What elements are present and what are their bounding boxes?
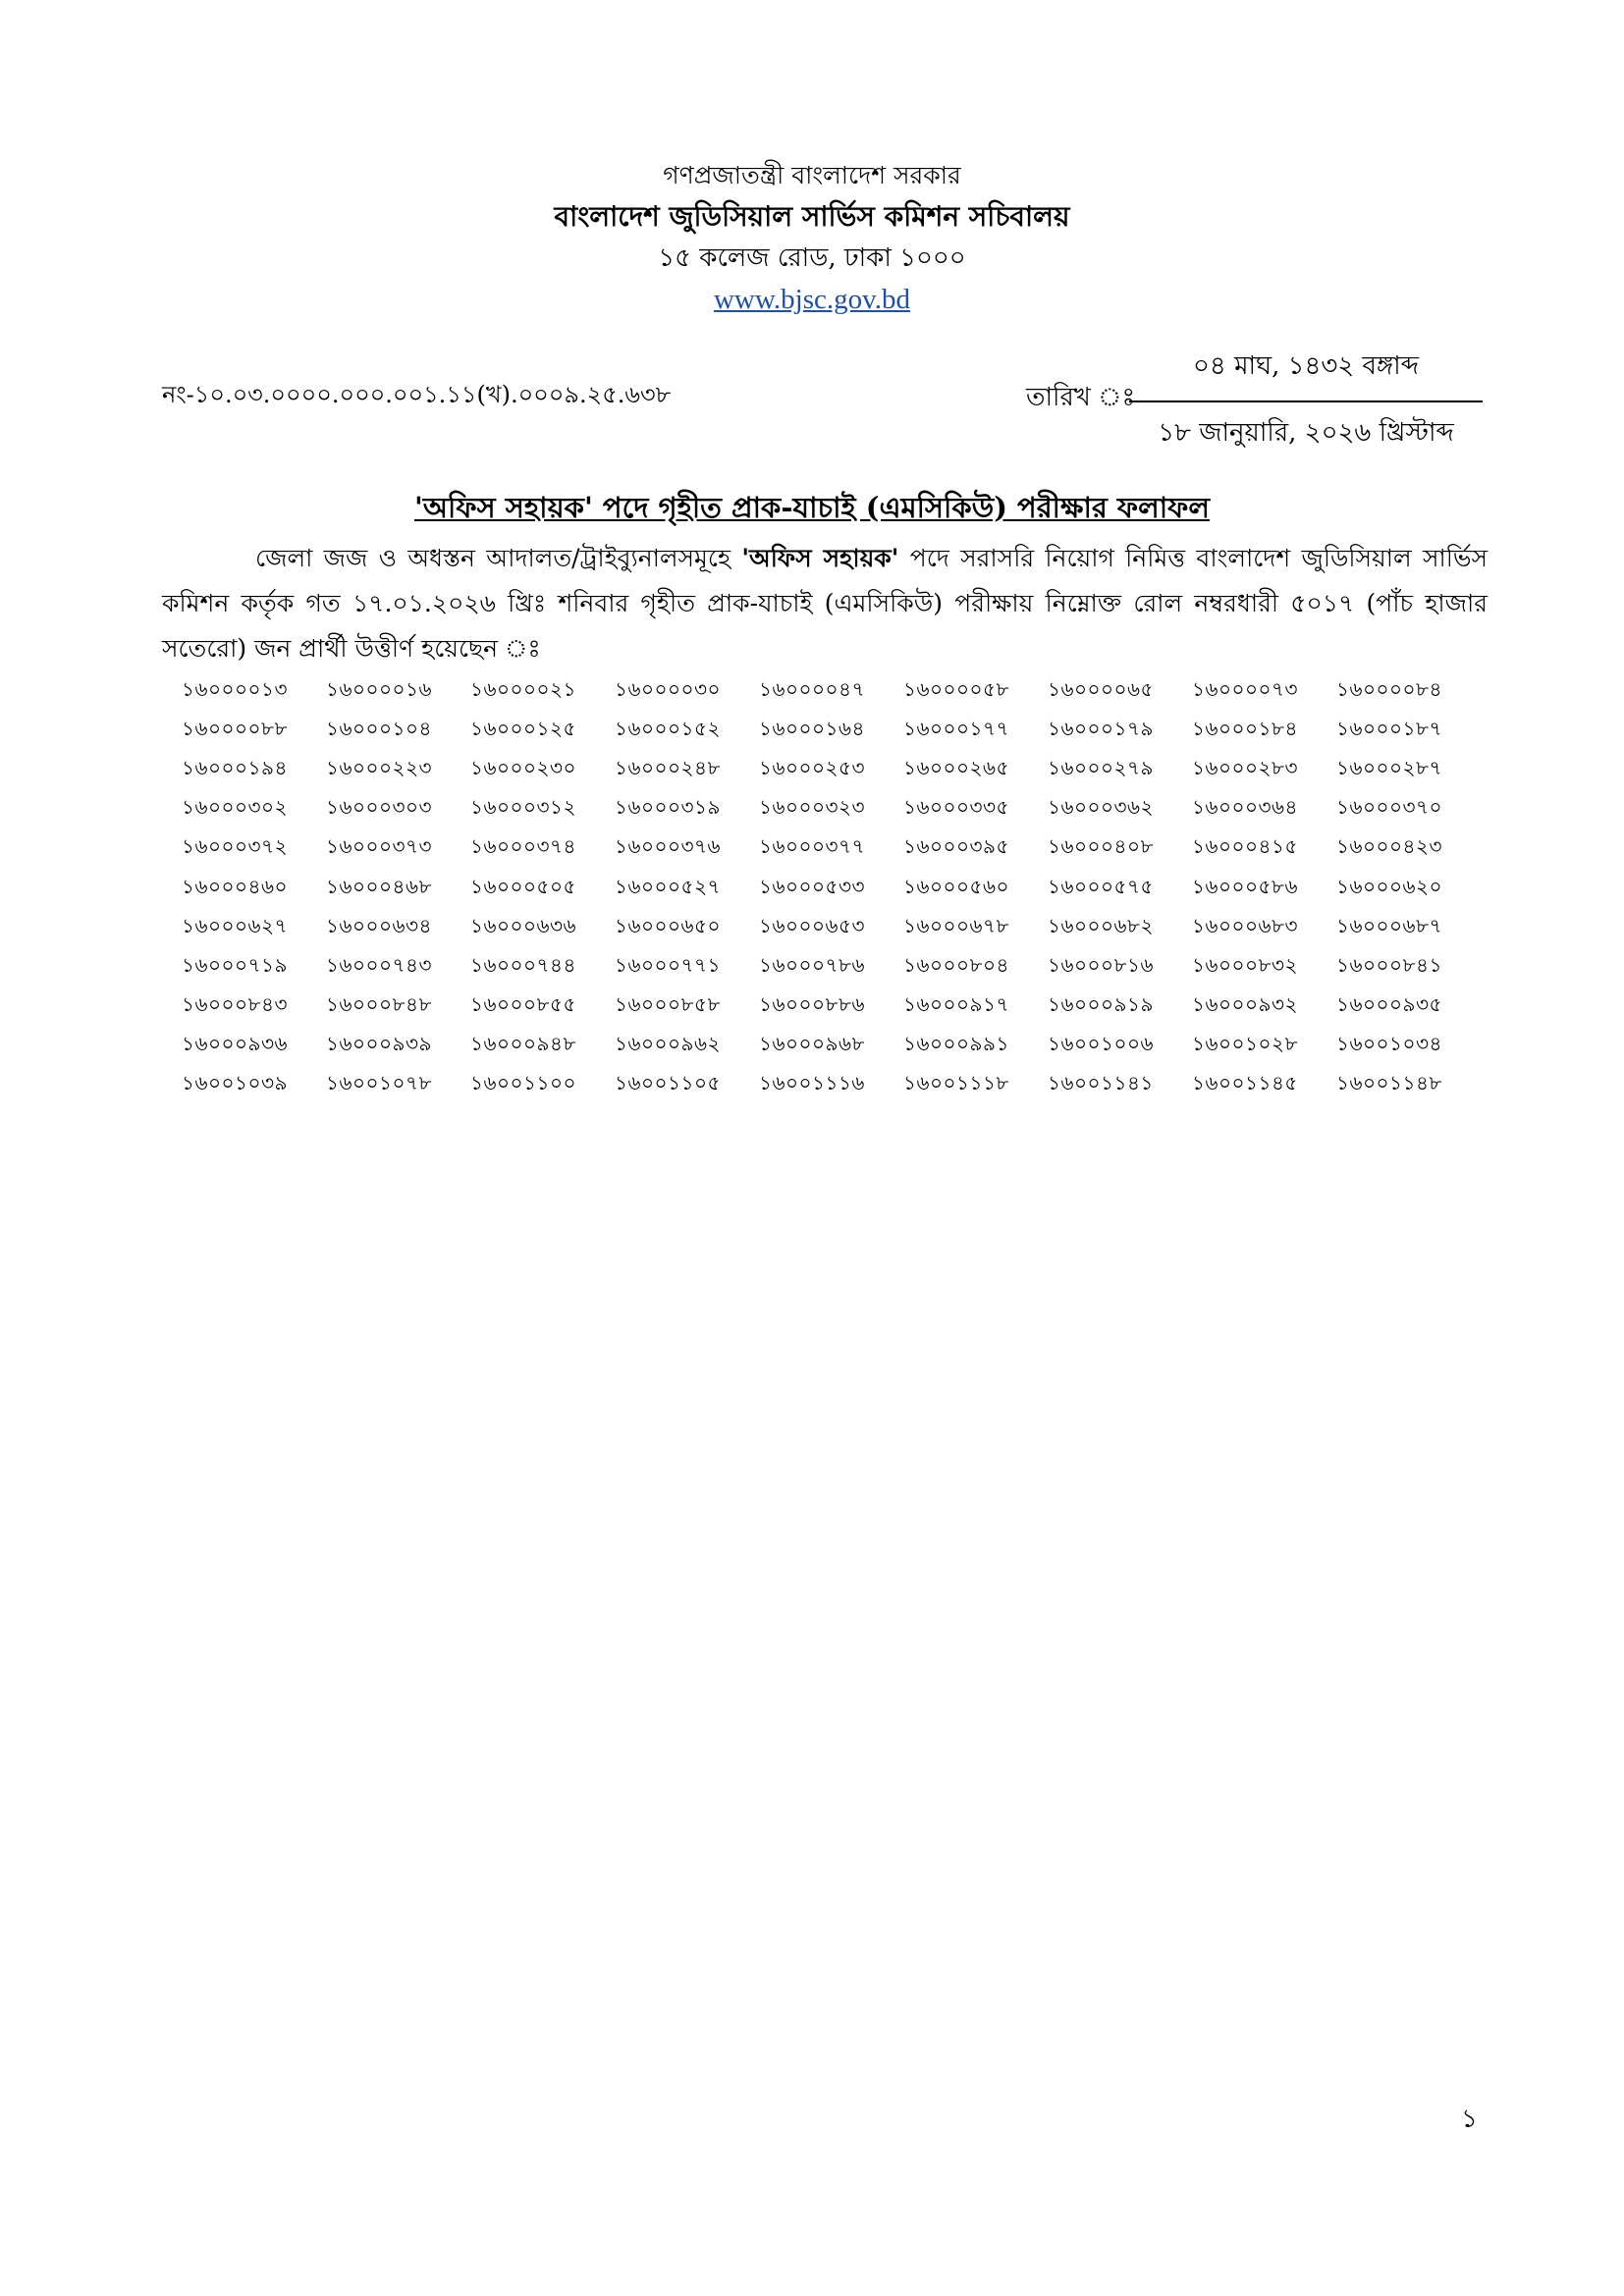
- roll-number: ১৬০০০৬৫৩: [759, 913, 865, 937]
- roll-number-table: [182, 671, 1488, 1105]
- roll-number: ১৬০০০২৫৩: [759, 755, 865, 779]
- roll-number: ১৬০০০৫২৭: [615, 874, 721, 898]
- roll-number: ১৬০০০১৫২: [615, 716, 721, 740]
- roll-number: ১৬০০০৭৪৩: [326, 952, 432, 977]
- roll-number: ১৬০০০৩৭৩: [326, 834, 433, 859]
- table-row: [182, 947, 1488, 987]
- roll-number: ১৬০০০৩৭৪: [470, 834, 576, 859]
- website-link[interactable]: www.bjsc.gov.bd: [713, 284, 911, 315]
- memo-number: নং-১০.০৩.০০০০.০০০.০০১.১১(খ).০০০৯.২৫.৬৩৮: [162, 381, 672, 408]
- roll-number: ১৬০০০০৫৮: [903, 676, 1009, 701]
- roll-number: ১৬০০০৩৬৪: [1192, 795, 1298, 820]
- roll-number: ১৬০০০৩৭০: [1336, 795, 1443, 820]
- roll-number: ১৬০০০১৯৪: [182, 755, 288, 779]
- date-block: [1129, 346, 1483, 455]
- roll-number: ১৬০০০৮৫৮: [615, 992, 721, 1017]
- roll-number: ১৬০০০৯৩২: [1192, 992, 1298, 1017]
- roll-number: ১৬০০১০৭৮: [326, 1071, 432, 1095]
- roll-number: ১৬০০০১৭৭: [903, 716, 1009, 740]
- roll-number: ১৬০০০৬২০: [1336, 874, 1443, 898]
- roll-number: ১৬০০০৬৭৮: [903, 913, 1009, 937]
- roll-number: ১৬০০০৭৭১: [615, 952, 721, 977]
- roll-number: ১৬০০০৩৬২: [1048, 795, 1155, 820]
- roll-number: ১৬০০১০৩৪: [1336, 1032, 1442, 1056]
- roll-number: ১৬০০০৬২৭: [182, 913, 289, 937]
- date-bangla: ০৪ মাঘ, ১৪৩২ বঙ্গাব্দ: [1129, 346, 1483, 402]
- roll-number: ১৬০০০৮৮৬: [759, 992, 865, 1017]
- roll-number: ১৬০০০০৮৪: [1336, 676, 1442, 701]
- notice-title-text: 'অফিস সহায়ক' পদে গৃহীত প্রাক-যাচাই (এমসিকিউ) পরীক্ষার ফলাফল: [414, 491, 1210, 524]
- roll-number: ১৬০০০১২৫: [470, 716, 576, 740]
- roll-number: ১৬০০১১০৫: [615, 1071, 721, 1095]
- roll-number: ১৬০০০৩৭৬: [615, 834, 722, 859]
- roll-number: ১৬০০০৩১৯: [615, 795, 721, 820]
- roll-number: ১৬০০০৫৭৫: [1048, 874, 1154, 898]
- roll-number: ১৬০০০৮৪৮: [326, 992, 432, 1017]
- roll-number: ১৬০০০৩৭৭: [759, 834, 866, 859]
- notice-title: [0, 486, 1624, 534]
- roll-number: ১৬০০১০২৮: [1192, 1032, 1298, 1056]
- roll-number: ১৬০০০৬৫০: [615, 913, 721, 937]
- roll-number: ১৬০০০৩৩৫: [903, 795, 1009, 820]
- notice-text-part2: পদে সরাসরি নিয়োগ নিমিত্ত বাংলাদেশ জুডিসিয়াল সার্ভিস কমিশন কর্তৃক গত ১৭.০১.২০২৬ খ্রিঃ শনিবার গৃহীত প্রাক-যাচাই (এমসিকিউ) পরীক্ষায় নিম্নোক্ত রোল নম্বরধারী ৫০১৭ (পাঁচ হাজার সতেরো) জন প্রার্থী উত্তীর্ণ হয়েছেন ঃ: [162, 544, 1488, 663]
- table-row: [182, 711, 1488, 750]
- notice-paragraph: [162, 536, 1488, 671]
- roll-number: ১৬০০০২৮৩: [1192, 755, 1298, 779]
- table-row: [182, 829, 1488, 869]
- notice-post-name: 'অফিস সহায়ক': [741, 544, 899, 572]
- table-row: [182, 908, 1488, 947]
- roll-number: ১৬০০০৬৮৭: [1336, 913, 1442, 937]
- roll-number: ১৬০০১১১৬: [759, 1071, 865, 1095]
- roll-number: ১৬০০১১৪৫: [1192, 1071, 1298, 1095]
- date-gregorian: ১৮ জানুয়ারি, ২০২৬ খ্রিস্টাব্দ: [1158, 418, 1454, 448]
- roll-number: ১৬০০০৯১৯: [1048, 992, 1154, 1017]
- roll-number: ১৬০০০২৮৭: [1336, 755, 1442, 779]
- roll-number: ১৬০০০২৭৯: [1048, 755, 1154, 779]
- table-row: [182, 750, 1488, 789]
- roll-number: ১৬০০০৪৬৮: [326, 874, 432, 898]
- roll-number: ১৬০০০০১৬: [326, 676, 432, 701]
- roll-number: ১৬০০০১৭৯: [1048, 716, 1154, 740]
- roll-number: ১৬০০১১০০: [470, 1071, 576, 1095]
- roll-number: ১৬০০০৯৩৬: [182, 1032, 288, 1056]
- roll-number: ১৬০০০৬৩৬: [470, 913, 577, 937]
- roll-number: ১৬০০০৮০৪: [903, 952, 1009, 977]
- government-name: গণপ্রজাতন্ত্রী বাংলাদেশ সরকার: [663, 161, 961, 189]
- roll-number: ১৬০০০০৩০: [615, 676, 722, 701]
- table-row: [182, 671, 1488, 711]
- secretariat-name: বাংলাদেশ জুডিসিয়াল সার্ভিস কমিশন সচিবালয়: [554, 200, 1070, 233]
- roll-number: ১৬০০০৮৩২: [1192, 952, 1298, 977]
- roll-number: ১৬০০০০১৩: [182, 676, 288, 701]
- roll-number: ১৬০০০২৩০: [470, 755, 577, 779]
- table-row: [182, 988, 1488, 1027]
- roll-number: ১৬০০০৬৩৪: [326, 913, 432, 937]
- roll-number: ১৬০০০৬৮৩: [1192, 913, 1298, 937]
- roll-number: ১৬০০০৩১২: [470, 795, 576, 820]
- roll-number: ১৬০০০০৪৭: [759, 676, 865, 701]
- date-label: তারিখ ঃ: [1026, 383, 1136, 412]
- roll-number: ১৬০০১০০৬: [1048, 1032, 1154, 1056]
- roll-number: ১৬০০০৩০২: [182, 795, 289, 820]
- roll-number: ১৬০০০৪২৩: [1336, 834, 1442, 859]
- roll-number: ১৬০০০১৬৪: [759, 716, 865, 740]
- table-row: [182, 1027, 1488, 1066]
- roll-number: ১৬০০০৩৭২: [182, 834, 289, 859]
- roll-number: ১৬০০০১০৪: [326, 716, 432, 740]
- roll-number: ১৬০০০৫৮৬: [1192, 874, 1298, 898]
- roll-number: ১৬০০০৫০৫: [470, 874, 576, 898]
- roll-number: ১৬০০০৭১৯: [182, 952, 288, 977]
- roll-number: ১৬০০০১৮৪: [1192, 716, 1298, 740]
- roll-number: ১৬০০০৫৩৩: [759, 874, 865, 898]
- roll-number: ১৬০০০২২৩: [326, 755, 433, 779]
- roll-number: ১৬০০১১১৮: [903, 1071, 1009, 1095]
- roll-number: ১৬০০০৫৬০: [903, 874, 1009, 898]
- roll-number: ১৬০০০১৮৭: [1336, 716, 1442, 740]
- roll-number: ১৬০০১১৪১: [1048, 1071, 1154, 1095]
- roll-number: ১৬০০০৮৪১: [1336, 952, 1442, 977]
- roll-number: ১৬০০০৯৪৮: [470, 1032, 576, 1056]
- roll-number: ১৬০০০৯৬৮: [759, 1032, 865, 1056]
- roll-number: ১৬০০১০৩৯: [182, 1071, 288, 1095]
- roll-number: ১৬০০০৯৬২: [615, 1032, 721, 1056]
- roll-number: ১৬০০০৯১৭: [903, 992, 1009, 1017]
- roll-number: ১৬০০০০৮৮: [182, 716, 288, 740]
- roll-number: ১৬০০০৩৯৫: [903, 834, 1009, 859]
- roll-number: ১৬০০০৯৩৯: [326, 1032, 432, 1056]
- table-row: [182, 790, 1488, 829]
- roll-number: ১৬০০০০৬৫: [1048, 676, 1154, 701]
- roll-number: ১৬০০০২৬৫: [903, 755, 1009, 779]
- roll-number: ১৬০০০০৭৩: [1192, 676, 1299, 701]
- roll-number: ১৬০০০৪৬০: [182, 874, 288, 898]
- roll-number: ১৬০০০৭৮৬: [759, 952, 865, 977]
- roll-number: ১৬০০০৩০৩: [326, 795, 433, 820]
- office-address: ১৫ কলেজ রোড, ঢাকা ১০০০: [658, 243, 966, 273]
- roll-number: ১৬০০০০২১: [470, 676, 576, 701]
- roll-number: ১৬০০০৪০৮: [1048, 834, 1154, 859]
- roll-number: ১৬০০০৮৫৫: [470, 992, 576, 1017]
- roll-number: ১৬০০০৬৮২: [1048, 913, 1154, 937]
- table-row: [182, 869, 1488, 908]
- roll-number: ১৬০০০৯৯১: [903, 1032, 1009, 1056]
- page-number: ১: [1461, 2105, 1478, 2134]
- letterhead: [0, 155, 1624, 324]
- roll-number: ১৬০০০৪১৫: [1192, 834, 1298, 859]
- roll-number: ১৬০০০২৪৮: [615, 755, 721, 779]
- table-row: [182, 1066, 1488, 1105]
- roll-number: ১৬০০০৩২৩: [759, 795, 866, 820]
- roll-number: ১৬০০০৮১৬: [1048, 952, 1154, 977]
- roll-number: ১৬০০১১৪৮: [1336, 1071, 1442, 1095]
- roll-number: ১৬০০০৮৪৩: [182, 992, 288, 1017]
- roll-number: ১৬০০০৭৪৪: [470, 952, 576, 977]
- roll-number: ১৬০০০৯৩৫: [1336, 992, 1442, 1017]
- notice-text-part1: জেলা জজ ও অধস্তন আদালত/ট্রাইব্যুনালসমূহে: [255, 544, 742, 572]
